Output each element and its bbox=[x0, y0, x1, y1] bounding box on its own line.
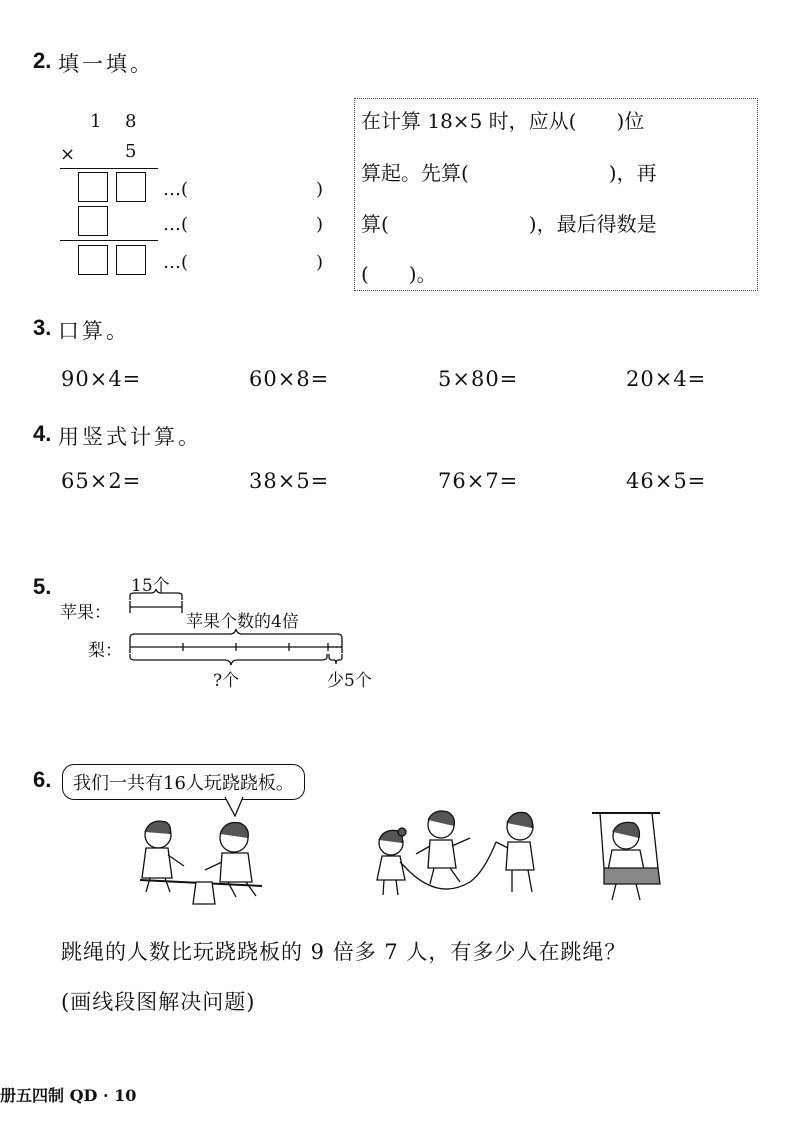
multiplier-digit: 5 bbox=[125, 141, 137, 162]
q4-number: 4. bbox=[33, 421, 52, 446]
row3-close: ) bbox=[316, 252, 324, 273]
rule-line-1 bbox=[60, 168, 158, 169]
top-digit-1: 1 bbox=[90, 111, 102, 132]
row2-label: …( bbox=[163, 214, 189, 235]
swing-figure bbox=[592, 813, 660, 900]
q5-number: 5. bbox=[33, 574, 52, 599]
row3-label: …( bbox=[163, 252, 189, 273]
times-label: 苹果个数的4倍 bbox=[186, 612, 299, 632]
q2-number: 2. bbox=[33, 48, 52, 73]
q3-number: 3. bbox=[33, 315, 52, 340]
less-label: 少5个 bbox=[327, 671, 372, 691]
q4-item-4: 46×5= bbox=[626, 469, 707, 493]
q6-hint: (画线段图解决问题) bbox=[61, 990, 256, 1014]
pear-label: 梨： bbox=[88, 641, 122, 661]
apple-label: 苹果： bbox=[60, 603, 111, 623]
page-footer: 册五四制 QD · 10 bbox=[0, 1086, 137, 1105]
top-digit-2: 8 bbox=[125, 111, 137, 132]
q6-question: 跳绳的人数比玩跷跷板的 9 倍多 7 人，有多少人在跳绳？ bbox=[61, 940, 627, 964]
note-line-4: ( )。 bbox=[361, 262, 437, 286]
note-line-2: 算起。先算( )，再 bbox=[361, 161, 657, 185]
answer-box-r3-c1[interactable] bbox=[78, 245, 108, 275]
answer-box-r1-c2[interactable] bbox=[116, 172, 146, 202]
q4-item-2: 38×5= bbox=[249, 469, 330, 493]
apple-count-label: 15个 bbox=[131, 576, 170, 596]
row2-close: ) bbox=[316, 214, 324, 235]
seesaw-boy-figure bbox=[205, 822, 256, 897]
answer-box-r1-c1[interactable] bbox=[78, 172, 108, 202]
q2-title: 填一填。 bbox=[58, 52, 154, 76]
q3-item-3: 5×80= bbox=[438, 367, 519, 391]
q4-item-1: 65×2= bbox=[61, 469, 142, 493]
question-brace bbox=[130, 654, 327, 665]
q4-title: 用竖式计算。 bbox=[58, 425, 202, 449]
rope-boy-jumping-figure bbox=[416, 811, 470, 884]
note-line-1: 在计算 18×5 时，应从( )位 bbox=[361, 109, 645, 133]
multiply-operator: × bbox=[60, 144, 76, 165]
rope-boy-right-figure bbox=[496, 812, 534, 892]
jump-rope bbox=[410, 842, 496, 889]
answer-box-r3-c2[interactable] bbox=[116, 245, 146, 275]
seesaw-plank bbox=[140, 880, 262, 886]
less-brace bbox=[329, 654, 342, 664]
seesaw-base bbox=[193, 882, 215, 904]
q3-item-4: 20×4= bbox=[626, 367, 707, 391]
speech-bubble: 我们一共有16人玩跷跷板。 bbox=[62, 764, 305, 800]
q3-item-2: 60×8= bbox=[249, 367, 330, 391]
seesaw-girl-figure bbox=[142, 821, 184, 892]
q4-item-3: 76×7= bbox=[438, 469, 519, 493]
row1-close: ) bbox=[316, 179, 324, 200]
answer-box-r2-c1[interactable] bbox=[78, 206, 108, 236]
q6-number: 6. bbox=[33, 767, 52, 792]
rule-line-2 bbox=[60, 240, 158, 241]
note-line-3: 算( )，最后得数是 bbox=[361, 212, 657, 236]
rope-girl-figure bbox=[377, 828, 410, 895]
row1-label: …( bbox=[163, 179, 189, 200]
q3-item-1: 90×4= bbox=[61, 367, 142, 391]
question-label: ?个 bbox=[213, 671, 240, 691]
q3-title: 口算。 bbox=[58, 319, 130, 343]
